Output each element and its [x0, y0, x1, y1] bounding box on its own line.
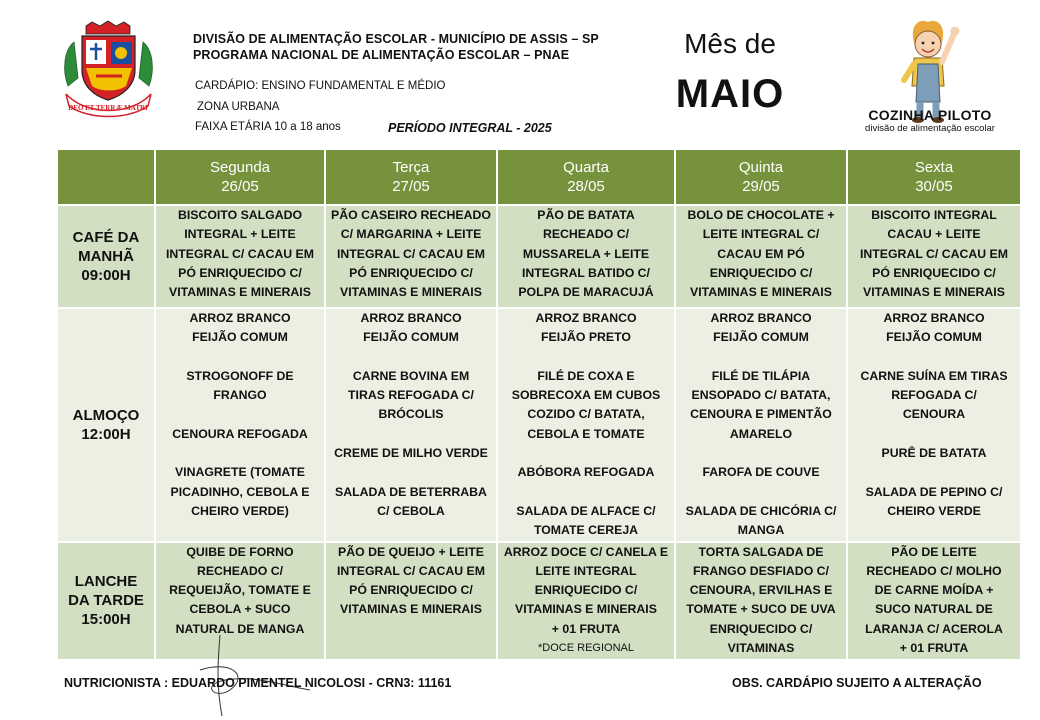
menu-cell [847, 205, 1021, 308]
menu-item-line: CENOURA E PIMENTÃO [690, 407, 832, 422]
menu-item-line: SOBRECOXA EM CUBOS [511, 388, 661, 403]
menu-item-line: INTEGRAL C/ CACAU EM [165, 246, 315, 261]
spacer [848, 425, 1020, 444]
menu-item-line: CENOURA, ERVILHAS E [689, 583, 833, 598]
menu-item-line: LARANJA C/ ACEROLA [865, 621, 1003, 636]
menu-item-line: ARROZ BRANCO [189, 311, 291, 325]
nutritionist-credit: NUTRICIONISTA : EDUARDO PIMENTEL NICOLOSI - CRN3: 11161 [64, 676, 452, 690]
menu-item-line: VITAMINAS E MINERAIS [863, 285, 1005, 300]
menu-item-line: FEIJÃO COMUM [192, 330, 288, 345]
menu-item-line: CACAU + LEITE [887, 227, 981, 242]
menu-item-line: SALADA DE PEPINO C/ [865, 484, 1003, 499]
menu-table [56, 148, 1022, 661]
spacer [498, 444, 674, 463]
header-program: PROGRAMA NACIONAL DE ALIMENTAÇÃO ESCOLAR – PNAE [193, 48, 570, 62]
menu-item-line: ENSOPADO C/ BATATA, [691, 388, 831, 403]
menu-item-line: CEBOLA + SUCO [189, 602, 291, 617]
spacer [498, 483, 674, 502]
day-header-segunda: Segunda 26/05 [155, 149, 325, 205]
menu-item-line: + 01 FRUTA [551, 621, 621, 636]
menu-item-line: FRANGO DESFIADO C/ [693, 563, 829, 578]
meal-label-cafe: CAFÉ DA MANHÃ 09:00H [57, 205, 155, 308]
menu-item-line: ARROZ BRANCO [883, 311, 985, 325]
menu-item-line: MUSSARELA + LEITE [522, 246, 650, 261]
menu-item-line: ARROZ BRANCO [535, 311, 637, 325]
menu-item-line: CEBOLA E TOMATE [527, 426, 645, 441]
menu-item-line: VITAMINAS [727, 641, 795, 656]
menu-item-line: FAROFA DE COUVE [702, 465, 820, 480]
menu-item-line: REFOGADA C/ [891, 388, 977, 403]
menu-item-line: CARNE BOVINA EM [352, 368, 470, 383]
menu-item-line: AMARELO [729, 426, 793, 441]
header-division: DIVISÃO DE ALIMENTAÇÃO ESCOLAR - MUNICÍPIO DE ASSIS – SP [193, 32, 599, 46]
meal-label-lanche: LANCHE DA TARDE 15:00H [57, 542, 155, 660]
menu-item-line: CENOURA REFOGADA [172, 426, 308, 441]
menu-item-line: DE CARNE MOÍDA + [874, 583, 994, 598]
menu-note: *DOCE REGIONAL [538, 642, 634, 655]
menu-item-line: C/ CEBOLA [377, 503, 445, 518]
menu-item-line: BRÓCOLIS [378, 407, 444, 422]
header-cardapio: CARDÁPIO: ENSINO FUNDAMENTAL E MÉDIO [195, 80, 446, 92]
spacer [676, 483, 846, 502]
spacer [498, 348, 674, 367]
menu-item-line: ARROZ BRANCO [360, 311, 462, 325]
menu-item-line: MANGA [737, 523, 785, 538]
spacer [848, 348, 1020, 367]
meal-label-almoco: ALMOÇO 12:00H [57, 308, 155, 542]
menu-item-line: FILÉ DE COXA E [537, 368, 635, 383]
menu-item-line: COZIDO C/ BATATA, [527, 407, 645, 422]
menu-item-line: VITAMINAS E MINERAIS [340, 285, 482, 300]
menu-item-line: PÃO DE QUEIJO + LEITE [338, 544, 484, 559]
menu-item-line: REQUEIJÃO, TOMATE E [169, 583, 311, 598]
spacer [326, 348, 496, 367]
menu-item-line: FILÉ DE TILÁPIA [711, 368, 811, 383]
menu-item-line: TIRAS REFOGADA C/ [348, 388, 474, 403]
menu-item-line: PÓ ENRIQUECIDO C/ [872, 265, 996, 280]
menu-item-line: PÃO DE LEITE [891, 544, 977, 559]
menu-item-line: VINAGRETE (TOMATE [174, 465, 306, 480]
spacer [156, 348, 324, 367]
menu-item-line: CREME DE MILHO VERDE [334, 446, 488, 461]
menu-item-line: PICADINHO, CEBOLA E [170, 484, 310, 499]
menu-cell [675, 308, 847, 542]
menu-cell [675, 542, 847, 660]
spacer [676, 348, 846, 367]
menu-item-line: TOMATE + SUCO DE UVA [686, 602, 836, 617]
menu-item-line: FEIJÃO COMUM [886, 330, 982, 345]
menu-item-line: SALADA DE BETERRABA [335, 484, 487, 499]
menu-item-line: CHEIRO VERDE [887, 503, 981, 518]
menu-item-line: VITAMINAS E MINERAIS [515, 602, 657, 617]
logo-subtitle: divisão de alimentação escolar [865, 123, 995, 134]
day-header-terca: Terça 27/05 [325, 149, 497, 205]
menu-item-line: CARNE SUÍNA EM TIRAS [860, 368, 1008, 383]
header-zona: ZONA URBANA [197, 101, 280, 113]
menu-item-line: PÃO DE BATATA [537, 208, 635, 222]
day-header-quinta: Quinta 29/05 [675, 149, 847, 205]
menu-item-line: SALADA DE ALFACE C/ [516, 503, 656, 518]
menu-item-line: INTEGRAL C/ CACAU EM [336, 246, 486, 261]
menu-cell [325, 542, 497, 660]
menu-item-line: POLPA DE MARACUJÁ [518, 285, 654, 300]
menu-item-line: C/ MARGARINA + LEITE [340, 227, 482, 242]
menu-cell [497, 205, 675, 308]
menu-item-line: INTEGRAL + LEITE [184, 227, 296, 242]
menu-item-line: CHEIRO VERDE) [191, 503, 289, 518]
header-periodo: PERÍODO INTEGRAL - 2025 [388, 121, 552, 135]
menu-item-line: FEIJÃO COMUM [713, 330, 809, 345]
menu-cell [675, 205, 847, 308]
spacer [848, 463, 1020, 482]
menu-cell [847, 308, 1021, 542]
menu-item-line: BOLO DE CHOCOLATE + [687, 208, 835, 222]
menu-item-line: ARROZ BRANCO [710, 311, 812, 325]
menu-item-line: PÃO CASEIRO RECHEADO [331, 208, 491, 222]
menu-cell [497, 542, 675, 660]
signature-scribble [160, 630, 320, 720]
spacer [326, 425, 496, 444]
menu-item-line: VITAMINAS E MINERAIS [340, 602, 482, 617]
spacer [676, 444, 846, 463]
svg-text:DEO ET TERRÆ MATRI: DEO ET TERRÆ MATRI [68, 104, 148, 112]
menu-item-line: LEITE INTEGRAL C/ [702, 227, 820, 242]
menu-item-line: LEITE INTEGRAL [535, 563, 637, 578]
menu-item-line: PÓ ENRIQUECIDO C/ [349, 583, 473, 598]
menu-cell [847, 542, 1021, 660]
menu-item-line: VITAMINAS E MINERAIS [169, 285, 311, 300]
menu-item-line: PÓ ENRIQUECIDO C/ [349, 265, 473, 280]
menu-item-line: BISCOITO SALGADO [177, 208, 303, 222]
menu-item-line: RECHEADO C/ MOLHO [866, 563, 1002, 578]
meal-row-almoco [57, 308, 1021, 542]
spacer [156, 405, 324, 424]
menu-cell [325, 308, 497, 542]
menu-item-line: FEIJÃO COMUM [363, 330, 459, 345]
day-header-quarta: Quarta 28/05 [497, 149, 675, 205]
menu-item-line: ABÓBORA REFOGADA [517, 465, 655, 480]
menu-item-line: INTEGRAL BATIDO C/ [522, 265, 650, 280]
header-corner [57, 149, 155, 205]
menu-cell [325, 205, 497, 308]
menu-item-line: FEIJÃO PRETO [541, 330, 631, 345]
menu-item-line: + 01 FRUTA [899, 641, 969, 656]
menu-item-line: CENOURA [902, 407, 966, 422]
menu-item-line: ARROZ DOCE C/ CANELA E [503, 544, 669, 559]
menu-item-line: ENRIQUECIDO C/ [534, 583, 638, 598]
menu-item-line: ENRIQUECIDO C/ [709, 265, 813, 280]
menu-item-line: VITAMINAS E MINERAIS [690, 285, 832, 300]
menu-item-line: ENRIQUECIDO C/ [709, 621, 813, 636]
day-header-sexta: Sexta 30/05 [847, 149, 1021, 205]
menu-item-line: FRANGO [213, 388, 267, 403]
menu-item-line: PURÊ DE BATATA [881, 446, 987, 461]
menu-item-line: RECHEADO C/ [196, 563, 284, 578]
spacer [326, 463, 496, 482]
menu-cell [155, 308, 325, 542]
day-header-row [57, 149, 1021, 205]
municipal-crest-logo [56, 20, 161, 120]
menu-item-line: BISCOITO INTEGRAL [871, 208, 997, 222]
header-faixa: FAIXA ETÁRIA 10 a 18 anos [195, 121, 341, 133]
logo-title: COZINHA PILOTO [868, 107, 992, 123]
menu-item-line: CACAU EM PÓ [717, 246, 805, 261]
menu-item-line: SALADA DE CHICÓRIA C/ [685, 503, 837, 518]
spacer [156, 444, 324, 463]
menu-item-line: NATURAL DE MANGA [175, 621, 305, 636]
menu-item-line: INTEGRAL C/ CACAU EM [336, 563, 486, 578]
menu-item-line: INTEGRAL C/ CACAU EM [859, 246, 1009, 261]
menu-item-line: SUCO NATURAL DE [875, 602, 993, 617]
month-name: MAIO [675, 72, 785, 116]
menu-cell [155, 205, 325, 308]
month-label: Mês de [684, 28, 776, 59]
meal-row-cafe [57, 205, 1021, 308]
menu-item-line: TOMATE CEREJA [533, 523, 639, 538]
menu-item-line: RECHEADO C/ [542, 227, 630, 242]
menu-item-line: STROGONOFF DE [186, 368, 294, 383]
menu-cell [497, 308, 675, 542]
menu-item-line: PÓ ENRIQUECIDO C/ [178, 265, 302, 280]
menu-item-line: TORTA SALGADA DE [698, 544, 824, 559]
menu-change-notice: OBS. CARDÁPIO SUJEITO A ALTERAÇÃO [732, 676, 982, 690]
menu-item-line: QUIBE DE FORNO [186, 544, 294, 559]
